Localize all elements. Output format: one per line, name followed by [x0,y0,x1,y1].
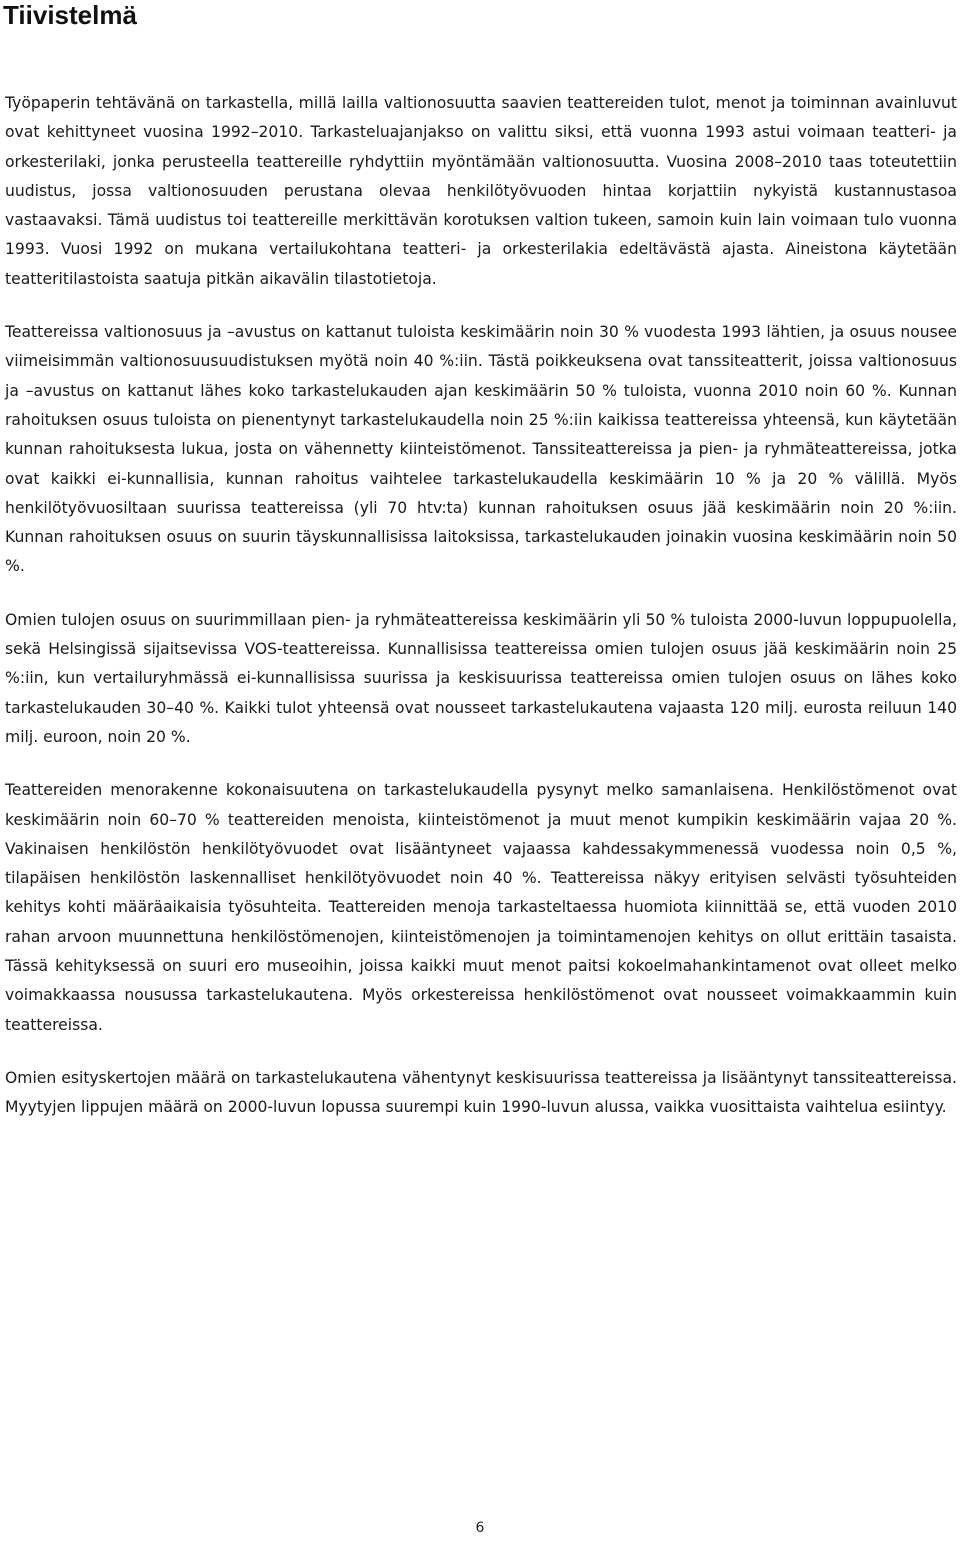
paragraph-own-income: Omien tulojen osuus on suurimmillaan pien- ja ryhmäteattereissa keskimäärin yli 50 % tuloista 2000-luvun loppupuolella, sekä Helsingissä sijaitsevissa VOS-teattereissa. Kunnallisissa teattereissa omien tulojen osuus jää keskimäärin noin 25 %:iin, kun vertailuryhmässä ei-kunnallisissa suurissa ja keskisuurissa teattereissa omien tulojen osuus on lähes koko tarkastelukauden 30–40 %. Kaikki tulot yhteensä ovat nousseet tarkastelukautena vajaasta 120 milj. eurosta reiluun 140 milj. euroon, noin 20 %. [5,610,957,746]
paragraph-state-funding: Teattereissa valtionosuus ja –avustus on kattanut tuloista keskimäärin noin 30 % vuodesta 1993 lähtien, ja osuus nousee viimeisimmän valtionosuusuudistuksen myötä noin 40 %:iin. Tästä poikkeuksena ovat tanssiteatterit, joissa valtionosuus ja –avustus on kattanut lähes koko tarkastelukauden ajan keskimäärin 50 % tuloista, vuonna 2010 noin 60 %. Kunnan rahoituksen osuus tuloista on pienentynyt tarkastelukaudella noin 25 %:iin kaikissa teattereissa yhteensä, kun käytetään kunnan rahoituksesta lukua, josta on vähennetty kiinteistömenot. Tanssiteattereissa ja pien- ja ryhmäteattereissa, jotka ovat kaikki ei-kunnallisia, kunnan rahoitus vaihtelee tarkastelukaudella keskimäärin 10 % ja 20 % välillä. Myös henkilötyövuosiltaan suurissa teattereissa (yli 70 htv:ta) kunnan rahoituksen osuus jää keskimäärin noin 20 %:iin. Kunnan rahoituksen osuus on suurin täyskunnallisissa laitoksissa, tarkastelukauden joinakin vuosina keskimäärin noin 50 %. [5,323,957,576]
paragraph-performances: Omien esityskertojen määrä on tarkastelukautena vähentynyt keskisuurissa teattereissa ja lisääntynyt tanssiteattereissa. Myytyjen lippujen määrä on 2000-luvun lopussa suurempi kuin 1990-luvun alussa, vaikka vuosittaista vaihtelua esiintyy. [5,1068,957,1117]
paragraph-expenses: Teattereiden menorakenne kokonaisuutena on tarkastelukaudella pysynyt melko samanlaisena. Henkilöstömenot ovat keskimäärin noin 60–70 % teattereiden menoista, kiinteistömenot ja muut menot kumpikin keskimäärin vajaa 20 %. Vakinaisen henkilöstön henkilötyövuodet ovat lisääntyneet vajaassa kahdessakymmenessä vuodessa noin 0,5 %, tilapäisen henkilöstön laskennalliset henkilötyövuodet noin 40 %. Teattereissa näkyy erityisen selvästi työsuhteiden kehitys kohti määräaikaisia työsuhteita. Teattereiden menoja tarkasteltaessa huomiota kiinnittää se, että vuoden 2010 rahan arvoon muunnettuna henkilöstömenojen, kiinteistömenojen ja toimintamenojen kehitys on ollut erittäin tasaista. Tässä kehityksessä on suuri ero museoihin, joissa kaikki muut menot paitsi kokoelmahankintamenot ovat olleet melko voimakkaassa nousussa tarkastelukautena. Myös orkestereissa henkilöstömenot ovat nousseet voimakkaammin kuin teattereissa. [5,781,957,1034]
page-number: 6 [475,1520,485,1536]
paragraph-purpose: Työpaperin tehtävänä on tarkastella, millä lailla valtionosuutta saavien teattereiden tulot, menot ja toiminnan avainluvut ovat kehittyneet vuosina 1992–2010. Tarkasteluajanjakso on valittu siksi, että vuonna 1993 astui voimaan teatteri- ja orkesterilaki, jonka perusteella teattereille ryhdyttiin myöntämään valtionosuutta. Vuosina 2008–2010 taas toteutettiin uudistus, jossa valtionosuuden perustana olevaa henkilötyövuoden hintaa korjattiin nykyistä kustannustasoa vastaavaksi. Tämä uudistus toi teattereille merkittävän korotuksen valtion tukeen, samoin kuin lain voimaan tulo vuonna 1993. Vuosi 1992 on mukana vertailukohtana teatteri- ja orkesterilakia edeltävästä ajasta. Aineistona käytetään teatteritilastoista saatuja pitkän aikavälin tilastotietoja. [5,94,957,288]
summary-body [5,89,957,1123]
page-title: Tiivistelmä [3,0,137,30]
